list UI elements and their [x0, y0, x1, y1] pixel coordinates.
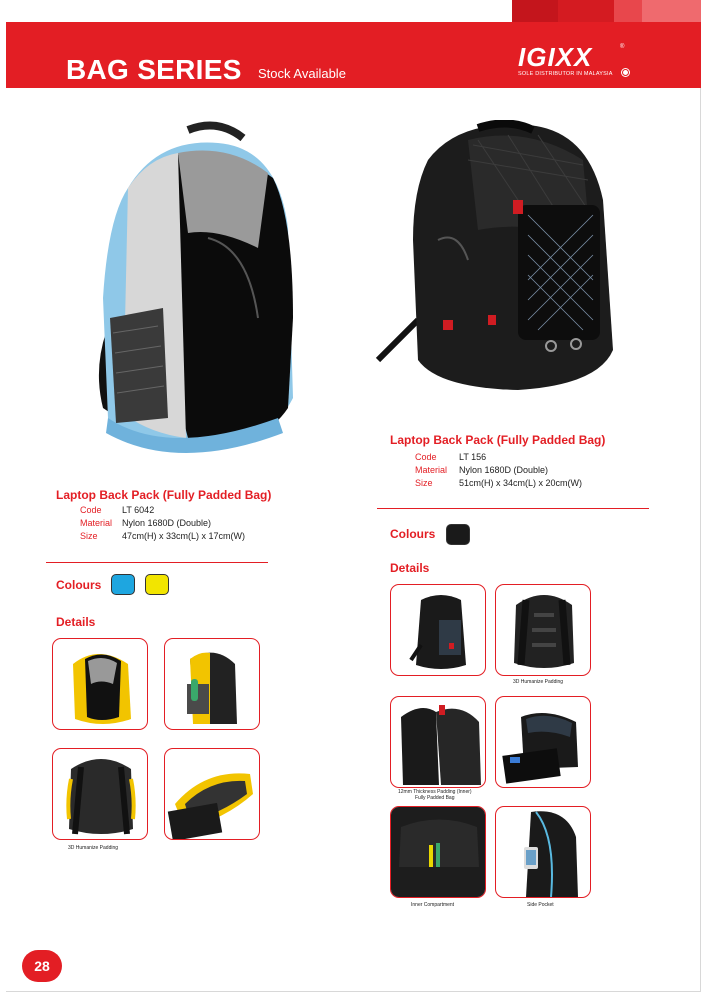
- caption-padding-line1: 12mm Thickness Padding (Inner): [398, 789, 472, 795]
- colours-label: Colours: [390, 527, 436, 541]
- spec-value: LT 156: [459, 452, 487, 462]
- spec-key: Material: [415, 465, 448, 475]
- detail-thumb-black-padding[interactable]: [390, 696, 486, 788]
- backpack-black-image: [368, 120, 638, 400]
- header-accent-block: [642, 0, 701, 22]
- logo-dot-icon: [622, 69, 629, 76]
- colour-swatch-blue[interactable]: [111, 574, 135, 595]
- detail-thumb-yellow-open[interactable]: [164, 748, 260, 840]
- spec-value: Nylon 1680D (Double): [459, 465, 549, 475]
- caption-inner: Inner Compartment: [411, 902, 455, 908]
- page-number: 28: [22, 950, 62, 982]
- brand-logo: [512, 42, 630, 82]
- spec-key: Code: [80, 505, 102, 515]
- divider: [46, 562, 268, 563]
- product-title-lt6042: Laptop Back Pack (Fully Padded Bag): [56, 488, 272, 502]
- divider: [377, 508, 649, 509]
- spec-key: Size: [80, 531, 98, 541]
- spec-key: Material: [80, 518, 113, 528]
- detail-thumb-yellow-side[interactable]: [164, 638, 260, 730]
- colour-swatch-yellow[interactable]: [145, 574, 169, 595]
- header-accent-block: [614, 0, 642, 22]
- detail-thumb-black-inner[interactable]: [390, 806, 486, 898]
- spec-value: Nylon 1680D (Double): [122, 518, 212, 528]
- logo-registered-mark: ®: [620, 44, 625, 50]
- spec-value: 51cm(H) x 34cm(L) x 20cm(W): [459, 478, 583, 488]
- product-title-lt156: Laptop Back Pack (Fully Padded Bag): [390, 433, 606, 447]
- header-accent-block: [512, 0, 558, 22]
- spec-value: LT 6042: [122, 505, 155, 515]
- logo-text: IGIXX: [518, 42, 593, 72]
- page-subtitle: Stock Available: [258, 66, 346, 81]
- details-label: Details: [56, 615, 96, 629]
- detail-thumb-yellow-front[interactable]: [52, 638, 148, 730]
- details-label: Details: [390, 561, 430, 575]
- header-accent-block: [558, 0, 614, 22]
- detail-thumb-black-front[interactable]: [390, 584, 486, 676]
- detail-thumb-yellow-back[interactable]: [52, 748, 148, 840]
- spec-key: Size: [415, 478, 433, 488]
- detail-thumb-black-laptop[interactable]: [495, 696, 591, 788]
- colours-label: Colours: [56, 578, 102, 592]
- spec-key: Code: [415, 452, 437, 462]
- detail-thumb-black-side-pocket[interactable]: [495, 806, 591, 898]
- colour-swatch-black[interactable]: [446, 524, 470, 545]
- backpack-blue-image: [68, 118, 318, 468]
- spec-value: 47cm(H) x 33cm(L) x 17cm(W): [122, 531, 246, 541]
- caption-humanize-right: 3D Humanize Padding: [513, 679, 564, 685]
- logo-tagline: SOLE DISTRIBUTOR IN MALAYSIA: [518, 71, 613, 77]
- caption-side-pocket: Side Pocket: [527, 902, 554, 908]
- caption-humanize-left: 3D Humanize Padding: [68, 845, 119, 851]
- page-title: BAG SERIES: [66, 54, 242, 85]
- caption-padding-line2: Fully Padded Bag: [415, 795, 455, 801]
- detail-thumb-black-back[interactable]: [495, 584, 591, 676]
